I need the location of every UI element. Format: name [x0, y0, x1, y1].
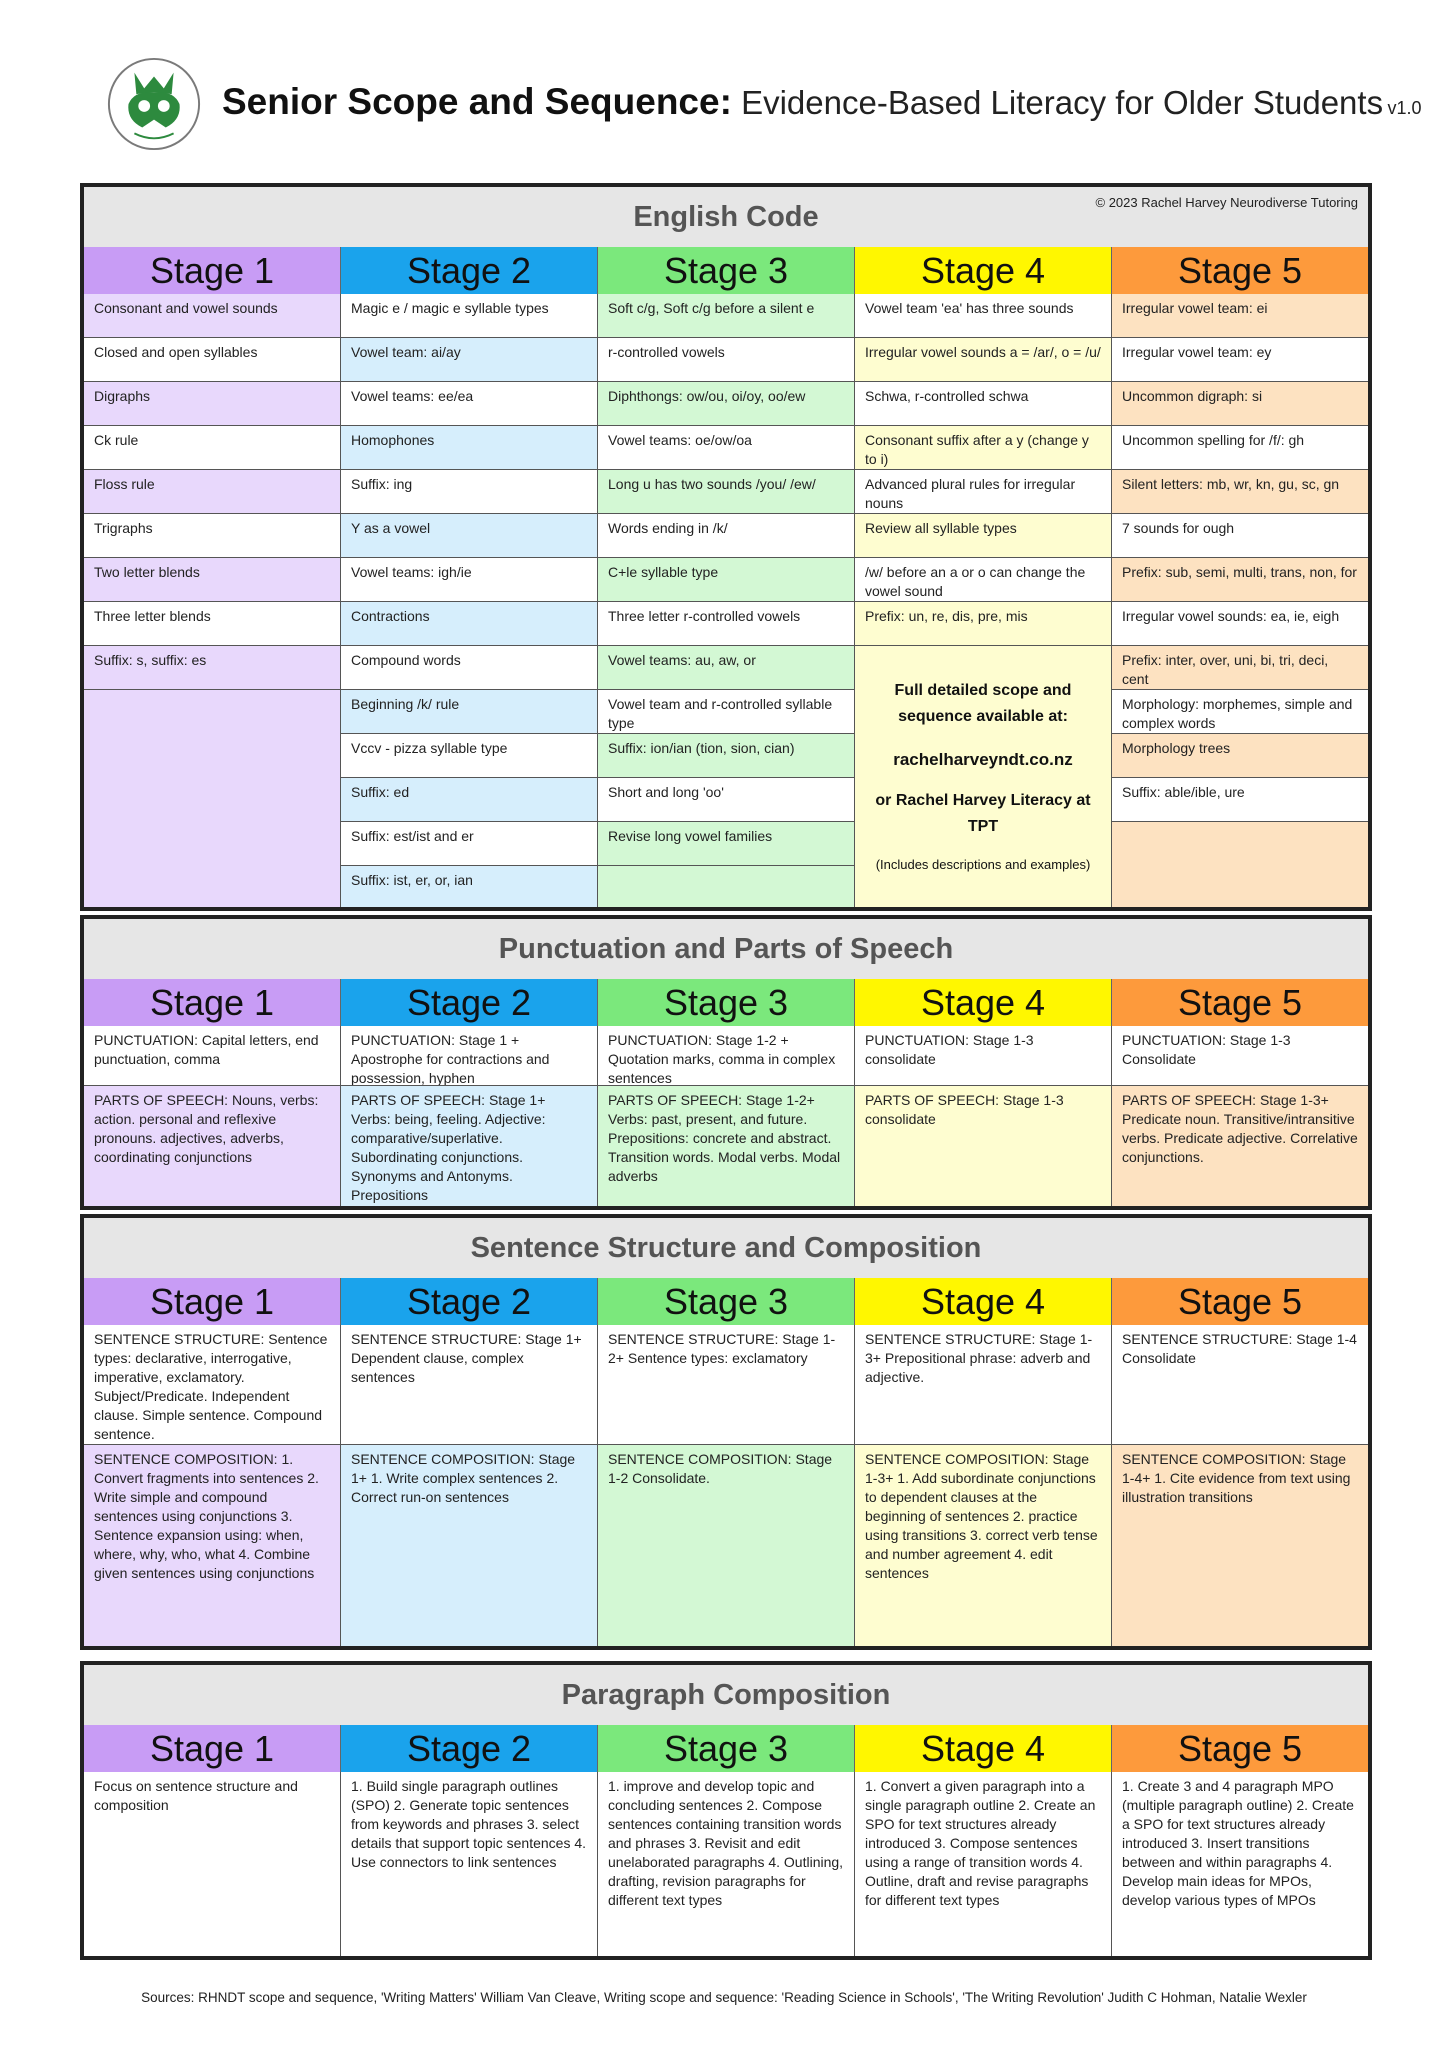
section-title: Sentence Structure and Composition: [84, 1218, 1368, 1278]
punctuation-cell: PUNCTUATION: Stage 1-2 + Quotation marks, comma in complex sentences: [598, 1026, 854, 1086]
page-title: [222, 81, 1422, 123]
stage-header-row: [84, 247, 1368, 294]
stage-4-column: [855, 1772, 1112, 1956]
stage-4-header: Stage 4: [855, 1725, 1112, 1772]
skill-cell: Homophones: [341, 426, 597, 470]
skill-cell: Vowel team: ai/ay: [341, 338, 597, 382]
paragraph-cell: Focus on sentence structure and composition: [84, 1772, 340, 1956]
skill-cell: Suffix: s, suffix: es: [84, 646, 340, 690]
title-bold: Senior Scope and Sequence:: [222, 81, 732, 122]
promo-tpt: or Rachel Harvey Literacy at TPT: [875, 792, 1091, 835]
stage-2-header: Stage 2: [341, 1278, 598, 1325]
parts-of-speech-cell: PARTS OF SPEECH: Nouns, verbs: action. personal and reflexive pronouns. adjectives, adverbs, coordinating conjunctions: [84, 1086, 340, 1206]
sentence-composition-cell: SENTENCE COMPOSITION: 1. Convert fragments into sentences 2. Write simple and compound sentences using conjunctions 3. Sentence expansion using: when, where, why, who, what 4. Combine given sentences using conjunctions: [84, 1445, 340, 1646]
stage-3-header: Stage 3: [598, 979, 855, 1026]
promo-heading: Full detailed scope and sequence available at:: [894, 682, 1072, 725]
stage-1-column: [84, 1325, 341, 1646]
skill-cell: Two letter blends: [84, 558, 340, 602]
sentence-composition-cell: SENTENCE COMPOSITION: Stage 1-4+ 1. Cite evidence from text using illustration transitions: [1112, 1445, 1368, 1646]
stage-1-column: [84, 294, 341, 907]
skill-cell: Ck rule: [84, 426, 340, 470]
stage-5-column: [1112, 1772, 1368, 1956]
empty-cell: [84, 690, 340, 907]
empty-cell: [598, 866, 854, 907]
sentence-structure-cell: SENTENCE STRUCTURE: Stage 1-3+ Prepositional phrase: adverb and adjective.: [855, 1325, 1111, 1445]
stage-4-header: Stage 4: [855, 1278, 1112, 1325]
stage-4-column: [855, 1026, 1112, 1206]
punctuation-cell: PUNCTUATION: Capital letters, end punctuation, comma: [84, 1026, 340, 1086]
skill-cell: /w/ before an a or o can change the vowel sound: [855, 558, 1111, 602]
english-code-grid: [84, 294, 1368, 907]
skill-cell: Irregular vowel team: ei: [1112, 294, 1368, 338]
skill-cell: Prefix: un, re, dis, pre, mis: [855, 602, 1111, 646]
skill-cell: Words ending in /k/: [598, 514, 854, 558]
skill-cell: Advanced plural rules for irregular nouns: [855, 470, 1111, 514]
stage-2-column: [341, 294, 598, 907]
skill-cell: Digraphs: [84, 382, 340, 426]
stage-2-column: [341, 1772, 598, 1956]
skill-cell: Y as a vowel: [341, 514, 597, 558]
stage-5-column: [1112, 294, 1368, 907]
stage-4-column: [855, 1325, 1112, 1646]
parts-of-speech-cell: PARTS OF SPEECH: Stage 1-3 consolidate: [855, 1086, 1111, 1206]
title-subtitle: Evidence-Based Literacy for Older Students: [731, 84, 1384, 121]
skill-cell: Consonant suffix after a y (change y to i): [855, 426, 1111, 470]
skill-cell: Prefix: inter, over, uni, bi, tri, deci, cent: [1112, 646, 1368, 690]
skill-cell: Uncommon digraph: si: [1112, 382, 1368, 426]
stage-3-header: Stage 3: [598, 247, 855, 294]
skill-cell: Morphology: morphemes, simple and complex words: [1112, 690, 1368, 734]
stage-2-header: Stage 2: [341, 247, 598, 294]
skill-cell: Magic e / magic e syllable types: [341, 294, 597, 338]
stage-4-header: Stage 4: [855, 979, 1112, 1026]
stage-2-column: [341, 1026, 598, 1206]
version-label: v1.0: [1387, 98, 1422, 118]
stage-4-header: Stage 4: [855, 247, 1112, 294]
skill-cell: Suffix: ed: [341, 778, 597, 822]
paragraph-cell: 1. Create 3 and 4 paragraph MPO (multiple paragraph outline) 2. Create a SPO for text structures already introduced 3. Insert transitions between and within paragraphs 4. Develop main ideas for MPOs, develop various types of MPOs: [1112, 1772, 1368, 1956]
punctuation-cell: PUNCTUATION: Stage 1-3 consolidate: [855, 1026, 1111, 1086]
stage-5-column: [1112, 1325, 1368, 1646]
skill-cell: Vowel teams: oe/ow/oa: [598, 426, 854, 470]
stage-5-header: Stage 5: [1112, 1725, 1368, 1772]
skill-cell: Suffix: able/ible, ure: [1112, 778, 1368, 822]
sentence-structure-cell: SENTENCE STRUCTURE: Stage 1-4 Consolidate: [1112, 1325, 1368, 1445]
stage-3-column: [598, 1772, 855, 1956]
sentence-section: [80, 1214, 1372, 1650]
stage-header-row: [84, 1278, 1368, 1325]
skill-cell: Suffix: ing: [341, 470, 597, 514]
skill-cell: Review all syllable types: [855, 514, 1111, 558]
skill-cell: Vowel teams: igh/ie: [341, 558, 597, 602]
skill-cell: Revise long vowel families: [598, 822, 854, 866]
paragraph-cell: 1. Build single paragraph outlines (SPO) 2. Generate topic sentences from keywords and phrases 3. select details that support topic sentences 4. Use connectors to link sentences: [341, 1772, 597, 1956]
english-code-section: [80, 183, 1372, 911]
skill-cell: Beginning /k/ rule: [341, 690, 597, 734]
skill-cell: Short and long 'oo': [598, 778, 854, 822]
rhndt-logo-icon: [105, 55, 203, 153]
punctuation-grid: [84, 1026, 1368, 1206]
paragraph-grid: [84, 1772, 1368, 1956]
sentence-composition-cell: SENTENCE COMPOSITION: Stage 1-2 Consolidate.: [598, 1445, 854, 1646]
stage-1-column: [84, 1772, 341, 1956]
stage-1-column: [84, 1026, 341, 1206]
punctuation-cell: PUNCTUATION: Stage 1 + Apostrophe for contractions and possession, hyphen: [341, 1026, 597, 1086]
stage-1-header: Stage 1: [84, 247, 341, 294]
skill-cell: 7 sounds for ough: [1112, 514, 1368, 558]
promo-website: rachelharveyndt.co.nz: [893, 750, 1073, 769]
sentence-structure-cell: SENTENCE STRUCTURE: Stage 1-2+ Sentence types: exclamatory: [598, 1325, 854, 1445]
sources-footer: Sources: RHNDT scope and sequence, 'Writing Matters' William Van Cleave, Writing scope and sequence: 'Reading Science in Schools', 'The Writing Revolution' Judith C Hohman, Natalie Wexler: [141, 1990, 1307, 2005]
skill-cell: r-controlled vowels: [598, 338, 854, 382]
stage-5-header: Stage 5: [1112, 247, 1368, 294]
stage-2-column: [341, 1325, 598, 1646]
stage-4-column: [855, 294, 1112, 907]
skill-cell: Closed and open syllables: [84, 338, 340, 382]
skill-cell: Soft c/g, Soft c/g before a silent e: [598, 294, 854, 338]
skill-cell: Vccv - pizza syllable type: [341, 734, 597, 778]
skill-cell: Morphology trees: [1112, 734, 1368, 778]
copyright-text: © 2023 Rachel Harvey Neurodiverse Tutoring: [1095, 195, 1358, 210]
stage-2-header: Stage 2: [341, 979, 598, 1026]
skill-cell: Irregular vowel team: ey: [1112, 338, 1368, 382]
skill-cell: Schwa, r-controlled schwa: [855, 382, 1111, 426]
skill-cell: Trigraphs: [84, 514, 340, 558]
skill-cell: Vowel team and r-controlled syllable type: [598, 690, 854, 734]
skill-cell: Three letter r-controlled vowels: [598, 602, 854, 646]
section-title: Paragraph Composition: [84, 1665, 1368, 1725]
sentence-structure-cell: SENTENCE STRUCTURE: Stage 1+ Dependent clause, complex sentences: [341, 1325, 597, 1445]
stage-5-header: Stage 5: [1112, 979, 1368, 1026]
stage-3-column: [598, 294, 855, 907]
sentence-composition-cell: SENTENCE COMPOSITION: Stage 1-3+ 1. Add subordinate conjunctions to dependent clauses at the beginning of sentences 2. practice using transitions 3. correct verb tense and number agreement 4. edit sentences: [855, 1445, 1111, 1646]
english-code-title: English Code: [633, 201, 819, 233]
page-header: [105, 55, 1422, 155]
stage-3-column: [598, 1325, 855, 1646]
parts-of-speech-cell: PARTS OF SPEECH: Stage 1-2+ Verbs: past, present, and future. Prepositions: concrete and abstract. Transition words. Modal verbs. Modal adverbs: [598, 1086, 854, 1206]
skill-cell: Floss rule: [84, 470, 340, 514]
skill-cell: Irregular vowel sounds a = /ar/, o = /u/: [855, 338, 1111, 382]
skill-cell: Uncommon spelling for /f/: gh: [1112, 426, 1368, 470]
skill-cell: Diphthongs: ow/ou, oi/oy, oo/ew: [598, 382, 854, 426]
skill-cell: Suffix: est/ist and er: [341, 822, 597, 866]
skill-cell: Long u has two sounds /you/ /ew/: [598, 470, 854, 514]
skill-cell: Suffix: ist, er, or, ian: [341, 866, 597, 907]
stage-header-row: [84, 979, 1368, 1026]
skill-cell: Irregular vowel sounds: ea, ie, eigh: [1112, 602, 1368, 646]
paragraph-cell: 1. Convert a given paragraph into a single paragraph outline 2. Create an SPO for text structures already introduced 3. Compose sentences using a range of transition words 4. Outline, draft and revise paragraphs for different text types: [855, 1772, 1111, 1956]
stage-3-header: Stage 3: [598, 1278, 855, 1325]
skill-cell: Three letter blends: [84, 602, 340, 646]
skill-cell: Suffix: ion/ian (tion, sion, cian): [598, 734, 854, 778]
stage-5-column: [1112, 1026, 1368, 1206]
skill-cell: Consonant and vowel sounds: [84, 294, 340, 338]
punctuation-section: [80, 915, 1372, 1210]
sentence-composition-cell: SENTENCE COMPOSITION: Stage 1+ 1. Write complex sentences 2. Correct run-on sentences: [341, 1445, 597, 1646]
scope-promo-box: [855, 646, 1111, 907]
stage-1-header: Stage 1: [84, 1278, 341, 1325]
skill-cell: Silent letters: mb, wr, kn, gu, sc, gn: [1112, 470, 1368, 514]
sentence-grid: [84, 1325, 1368, 1646]
skill-cell: Prefix: sub, semi, multi, trans, non, for: [1112, 558, 1368, 602]
stage-3-header: Stage 3: [598, 1725, 855, 1772]
punctuation-cell: PUNCTUATION: Stage 1-3 Consolidate: [1112, 1026, 1368, 1086]
section-title: Punctuation and Parts of Speech: [84, 919, 1368, 979]
parts-of-speech-cell: PARTS OF SPEECH: Stage 1+ Verbs: being, feeling. Adjective: comparative/superlative. Subordinating conjunctions. Synonyms and Antonyms. Prepositions: [341, 1086, 597, 1206]
parts-of-speech-cell: PARTS OF SPEECH: Stage 1-3+ Predicate noun. Transitive/intransitive verbs. Predicate adjective. Correlative conjunctions.: [1112, 1086, 1368, 1206]
stage-1-header: Stage 1: [84, 1725, 341, 1772]
paragraph-cell: 1. improve and develop topic and concluding sentences 2. Compose sentences containing transition words and phrases 3. Revisit and edit unelaborated paragraphs 4. Outlining, drafting, revision paragraphs for different text types: [598, 1772, 854, 1956]
stage-1-header: Stage 1: [84, 979, 341, 1026]
skill-cell: C+le syllable type: [598, 558, 854, 602]
skill-cell: Compound words: [341, 646, 597, 690]
stage-5-header: Stage 5: [1112, 1278, 1368, 1325]
paragraph-section: [80, 1661, 1372, 1960]
stage-3-column: [598, 1026, 855, 1206]
skill-cell: Vowel teams: au, aw, or: [598, 646, 854, 690]
skill-cell: Contractions: [341, 602, 597, 646]
sentence-structure-cell: SENTENCE STRUCTURE: Sentence types: declarative, interrogative, imperative, exclamatory. Subject/Predicate. Independent clause. Simple sentence. Compound sentence.: [84, 1325, 340, 1445]
stage-2-header: Stage 2: [341, 1725, 598, 1772]
promo-note: (Includes descriptions and examples): [875, 857, 1091, 872]
stage-header-row: [84, 1725, 1368, 1772]
section-title: [84, 187, 1368, 247]
skill-cell: Vowel teams: ee/ea: [341, 382, 597, 426]
empty-cell: [1112, 822, 1368, 907]
skill-cell: Vowel team 'ea' has three sounds: [855, 294, 1111, 338]
